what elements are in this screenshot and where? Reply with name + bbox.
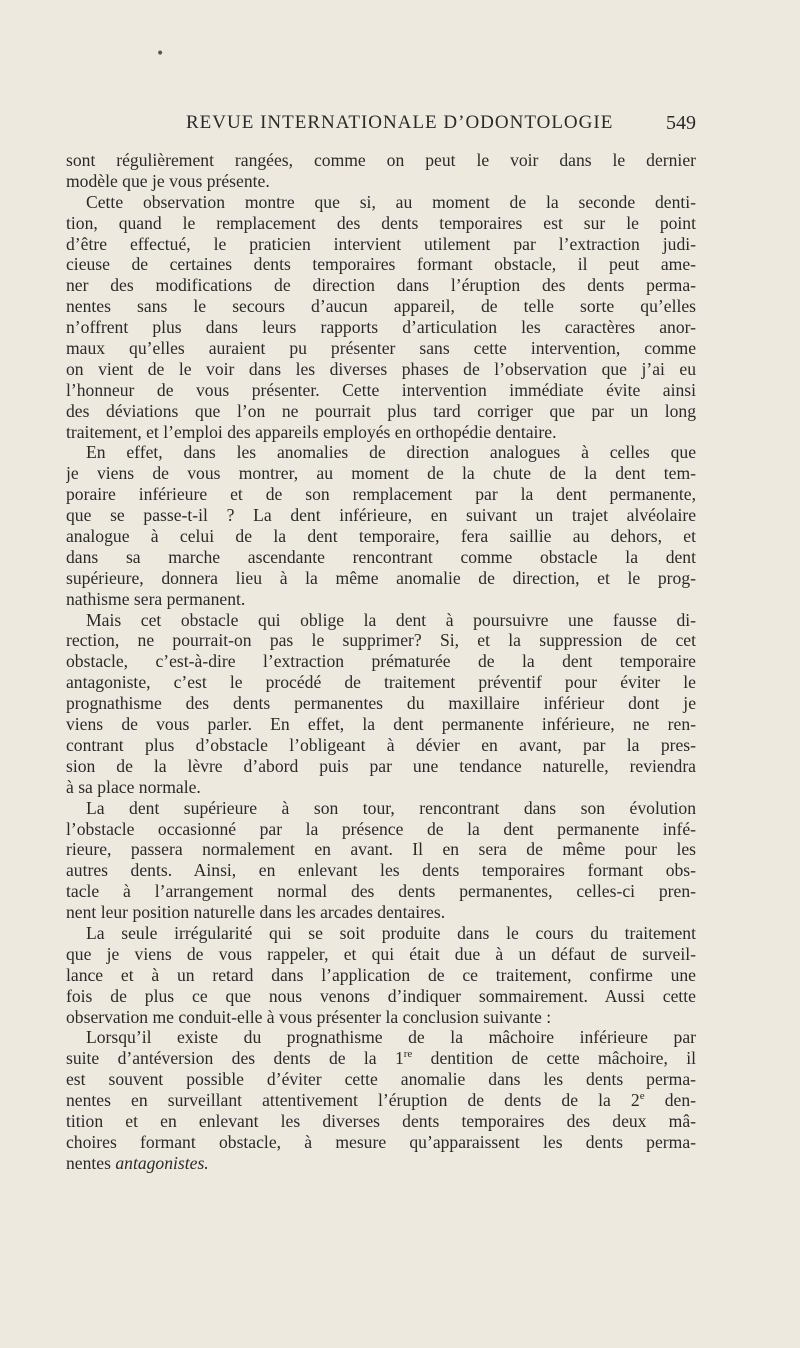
text-line: on vient de le voir dans les diverses phases de l’observation que j’ai eu [66,358,696,379]
text-line: nent leur position naturelle dans les arcades dentaires. [66,902,446,923]
text-line: à sa place normale. [66,776,201,797]
text-line: observation me conduit-elle à vous présenter la conclusion suivante : [66,1006,552,1027]
text-line: Lorsqu’il existe du prognathisme de la mâchoire inférieure par [86,1027,696,1048]
text-line: supérieure, donnera lieu à la même anomalie de direction, et le prog- [66,567,696,588]
text-line: lance et à un retard dans l’application de ce traitement, confirme une [66,964,696,985]
text-line: ner des modifications de direction dans l’éruption des dents perma- [66,275,696,296]
text-line: La dent supérieure à son tour, rencontrant dans son évolution [86,797,696,818]
text-line: rieure, passera normalement en avant. Il en sera de même pour les [66,839,696,860]
text-line: rection, ne pourrait-on pas le supprimer? Si, et la suppression de cet [66,630,696,651]
text-line: poraire inférieure et de son remplacement par la dent permanente, [66,484,696,505]
text-line: maux qu’elles auraient pu présenter sans cette intervention, comme [66,338,696,359]
text-line: obstacle, c’est-à-dire l’extraction prématurée de la dent temporaire [66,651,696,672]
text-line: tacle à l’arrangement normal des dents permanentes, celles-ci pren- [66,881,696,902]
text-line: sont régulièrement rangées, comme on peut le voir dans le dernier [66,150,696,170]
text-line: que je viens de vous rappeler, et qui était due à un défaut de surveil- [66,943,696,964]
text-line: nentes antagonistes. [66,1152,209,1173]
text-line: viens de vous parler. En effet, la dent permanente inférieure, ne ren- [66,714,696,735]
text-line: je viens de vous montrer, au moment de la chute de la dent tem- [66,463,696,484]
text-line: est souvent possible d’éviter cette anomalie dans les dents perma- [66,1069,696,1090]
text-line: l’honneur de vous présenter. Cette intervention immédiate évite ainsi [66,379,696,400]
text-line: nentes en surveillant attentivement l’éruption de dents de la 2e den- [66,1090,696,1111]
text-line: nentes sans le secours d’aucun appareil, de telle sorte qu’elles [66,296,696,317]
text-line: tition et en enlevant les diverses dents temporaires des deux mâ- [66,1110,696,1131]
running-head [66,112,696,138]
text-line: Mais cet obstacle qui oblige la dent à poursuivre une fausse di- [86,609,696,630]
text-line: prognathisme des dents permanentes du maxillaire inférieur dont je [66,693,696,714]
text-line: autres dents. Ainsi, en enlevant les dents temporaires formant obs- [66,860,696,881]
print-speck: • [156,46,165,62]
text-line: modèle que je vous présente. [66,170,270,191]
text-line: Cette observation montre que si, au moment de la seconde denti- [86,191,696,212]
journal-title: REVUE INTERNATIONALE D’ODONTOLOGIE [186,112,614,133]
text-line: En effet, dans les anomalies de direction analogues à celles que [86,442,696,463]
text-line: cieuse de certaines dents temporaires formant obstacle, il peut ame- [66,254,696,275]
text-line: antagoniste, c’est le procédé de traitement préventif pour éviter le [66,672,696,693]
text-line: analogue à celui de la dent temporaire, fera saillie au dehors, et [66,526,696,547]
text-line: contrant plus d’obstacle l’obligeant à dévier en avant, par la pres- [66,734,696,755]
text-line: n’offrent plus dans leurs rapports d’articulation les caractères anor- [66,317,696,338]
page-number: 549 [666,112,696,134]
text-line: des déviations que l’on ne pourrait plus tard corriger que par un long [66,400,696,421]
text-line: La seule irrégularité qui se soit produite dans le cours du traitement [86,922,696,943]
italic-term: antagonistes. [115,1152,209,1173]
text-line: sion de la lèvre d’abord puis par une tendance naturelle, reviendra [66,755,696,776]
text-line: choires formant obstacle, à mesure qu’apparaissent les dents perma- [66,1131,696,1152]
body-text [66,150,696,1174]
text-line: traitement, et l’emploi des appareils employés en orthopédie dentaire. [66,421,557,442]
text-line: l’obstacle occasionné par la présence de la dent permanente infé- [66,818,696,839]
text-line: que se passe-t-il ? La dent inférieure, en suivant un trajet alvéolaire [66,505,696,526]
text-line: tion, quand le remplacement des dents temporaires est sur le point [66,212,696,233]
text-line: d’être effectué, le praticien intervient utilement par l’extraction judi- [66,233,696,254]
text-line: nathisme sera permanent. [66,588,246,609]
text-line: fois de plus ce que nous venons d’indiquer sommairement. Aussi cette [66,985,696,1006]
text-line: suite d’antéversion des dents de la 1re dentition de cette mâchoire, il [66,1048,696,1069]
text-line: dans sa marche ascendante rencontrant comme obstacle la dent [66,546,696,567]
